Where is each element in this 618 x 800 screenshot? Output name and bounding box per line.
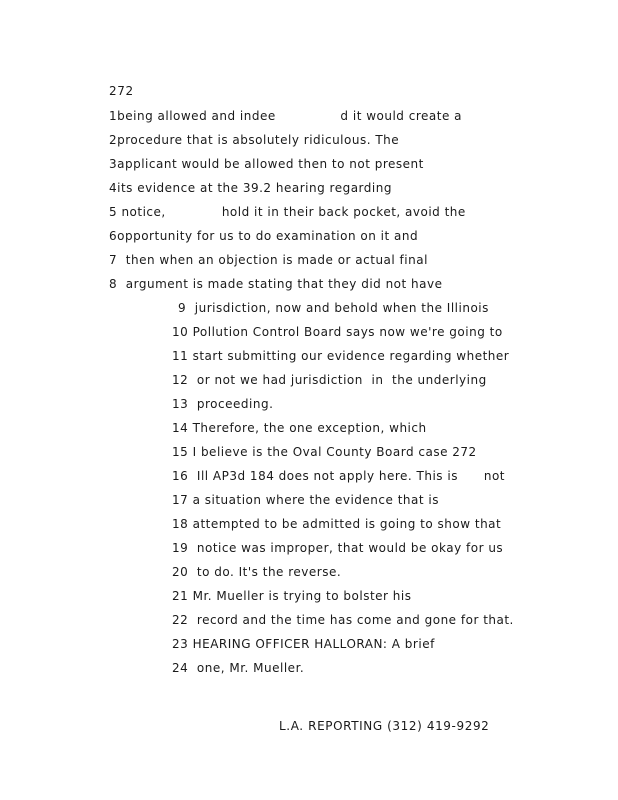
transcript-line-20: 20 to do. It's the reverse. (172, 565, 342, 579)
transcript-line-13: 13 proceeding. (172, 397, 274, 411)
transcript-line-1: 1being allowed and indee d it would create a (109, 109, 462, 123)
transcript-line-18: 18 attempted to be admitted is going to show that (172, 517, 502, 531)
transcript-line-9: 9 jurisdiction, now and behold when the Illinois (178, 301, 489, 315)
transcript-line-16: 16 Ill AP3d 184 does not apply here. This is not (172, 469, 505, 483)
page-number: 272 (109, 84, 134, 98)
transcript-line-7: 7 then when an objection is made or actual final (109, 253, 428, 267)
transcript-line-8: 8 argument is made stating that they did not have (109, 277, 443, 291)
transcript-line-12: 12 or not we had jurisdiction in the underlying (172, 373, 487, 387)
transcript-line-15: 15 I believe is the Oval County Board case 272 (172, 445, 477, 459)
transcript-line-11: 11 start submitting our evidence regarding whether (172, 349, 510, 363)
reporter-footer: L.A. REPORTING (312) 419-9292 (279, 719, 490, 733)
transcript-line-23: 23 HEARING OFFICER HALLORAN: A brief (172, 637, 435, 651)
transcript-line-14: 14 Therefore, the one exception, which (172, 421, 427, 435)
transcript-line-22: 22 record and the time has come and gone for that. (172, 613, 514, 627)
transcript-line-5: 5 notice, hold it in their back pocket, avoid the (109, 205, 466, 219)
transcript-line-6: 6opportunity for us to do examination on it and (109, 229, 419, 243)
transcript-line-17: 17 a situation where the evidence that is (172, 493, 439, 507)
transcript-line-2: 2procedure that is absolutely ridiculous. The (109, 133, 400, 147)
transcript-line-4: 4its evidence at the 39.2 hearing regarding (109, 181, 392, 195)
transcript-line-10: 10 Pollution Control Board says now we're going to (172, 325, 503, 339)
transcript-line-21: 21 Mr. Mueller is trying to bolster his (172, 589, 412, 603)
transcript-line-3: 3applicant would be allowed then to not present (109, 157, 424, 171)
transcript-line-24: 24 one, Mr. Mueller. (172, 661, 305, 675)
transcript-line-19: 19 notice was improper, that would be okay for us (172, 541, 504, 555)
